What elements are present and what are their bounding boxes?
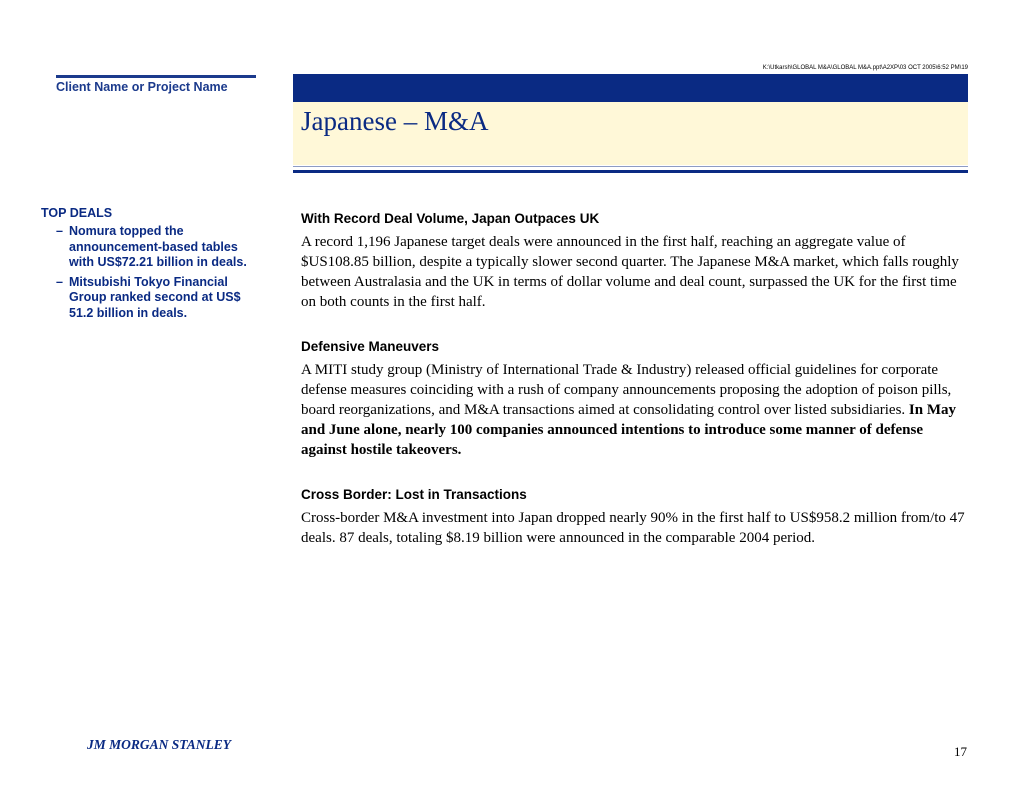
footer-brand-logo: JM MORGAN STANLEY (87, 737, 232, 752)
list-item-text: Nomura topped the announcement-based tables with US$72.21 billion in deals. (69, 224, 247, 269)
section-body: A record 1,196 Japanese target deals were announced in the first half, reaching an aggregate value of $US108.85 billion, despite a typically slower second quarter. The Japanese M&A market, which falls roughly between Australasia and the UK in terms of dollar volume and deal count, surpassed the UK for the first time on both counts in the first half. (301, 234, 959, 310)
list-item (41, 224, 256, 271)
sidebar-top-deals (41, 206, 256, 325)
dash-bullet: – (56, 224, 63, 238)
page-title: Japanese – M&A (301, 106, 489, 136)
section-body-emphasis: In May and June alone, nearly 100 companies announced intentions to introduce some manner of defense against hostile takeovers. (301, 402, 957, 458)
sidebar-list (41, 224, 256, 321)
title-bar-navy (293, 74, 968, 102)
dash-bullet: – (56, 274, 63, 289)
list-item-text: Mitsubishi Tokyo Financial Group ranked second at US$ 51.2 billion in deals. (69, 274, 241, 320)
main-content (301, 210, 966, 574)
section-record-deal-volume (301, 210, 966, 312)
section-heading: Cross Border: Lost in Transactions (301, 487, 527, 502)
section-defensive-maneuvers (301, 338, 966, 460)
list-item (41, 275, 256, 322)
file-path-stamp: K:\Utkarsh\GLOBAL M&A\GLOBAL M&A.ppt\A2XP\03 OCT 2005\6:52 PM\19 (762, 65, 968, 71)
page-number: 17 (954, 744, 967, 759)
section-cross-border (301, 486, 966, 548)
client-name: Client Name or Project Name (56, 80, 228, 94)
section-body-text: A MITI study group (Ministry of International Trade & Industry) released official guidelines for corporate defense measures coinciding with a rush of company announcements proposing the adoption of poison pills, board reorganizations, and M&A transactions aimed at consolidating control over listed subsidiaries. (301, 362, 952, 418)
section-body: Cross-border M&A investment into Japan dropped nearly 90% in the first half to US$958.2 million from/to 47 deals. 87 deals, totaling $8.19 billion were announced in the comparable 2004 period. (301, 510, 965, 546)
section-heading: Defensive Maneuvers (301, 339, 440, 354)
section-heading: With Record Deal Volume, Japan Outpaces UK (301, 211, 600, 226)
section-body (301, 360, 966, 460)
client-name-rule (56, 75, 256, 78)
sidebar-heading: TOP DEALS (41, 206, 113, 220)
title-band-thin-rule (293, 166, 968, 167)
title-band-thick-rule (293, 170, 968, 173)
